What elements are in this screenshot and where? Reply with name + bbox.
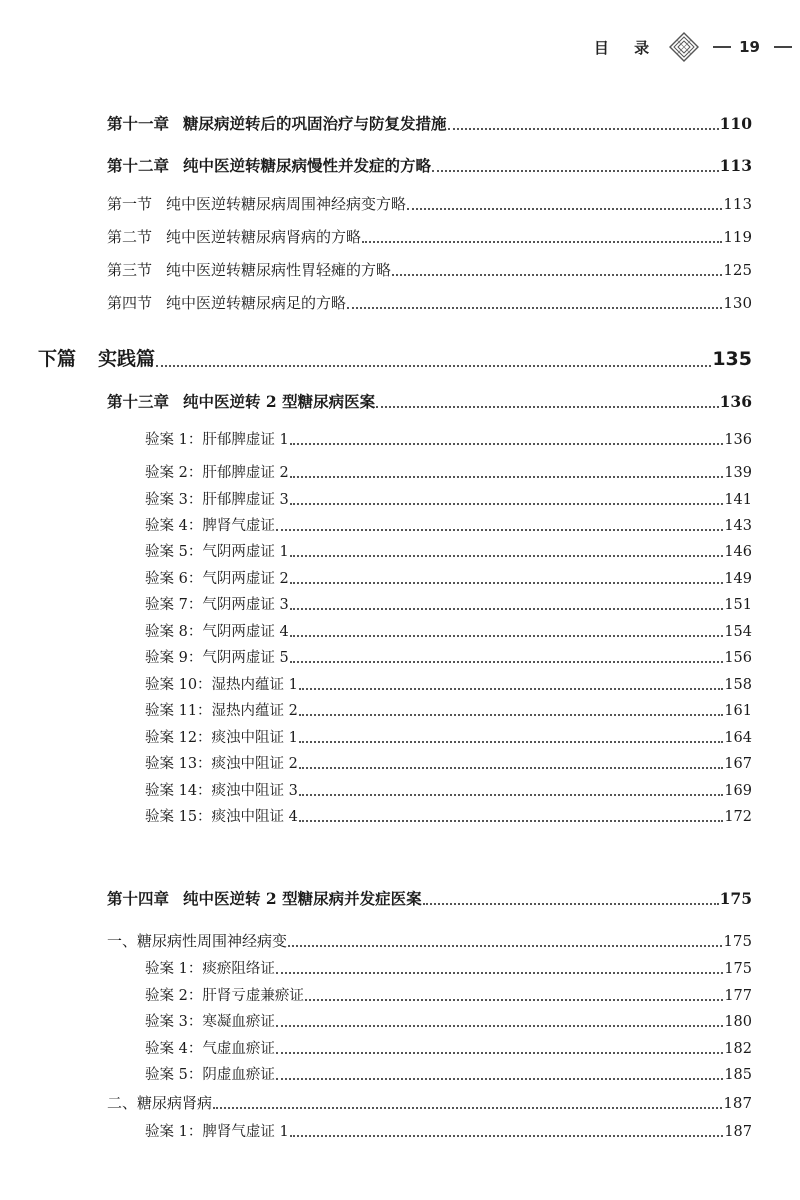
toc-entry-number: 第十三章 <box>107 392 170 411</box>
toc-entry-page: 135 <box>712 348 752 370</box>
dot-leader <box>299 699 723 720</box>
toc-entry-title: 验案 3：肝郁脾虚证 3 <box>145 492 289 508</box>
toc-entry[interactable] <box>107 193 752 214</box>
dot-leader <box>299 805 723 826</box>
dot-leader <box>299 726 723 747</box>
dot-leader <box>156 344 711 371</box>
dot-leader <box>407 193 722 214</box>
toc-entry-title: 验案 2：肝郁脾虚证 2 <box>145 465 289 481</box>
toc-entry-number: 第二节 <box>107 228 153 246</box>
dot-leader <box>290 1120 724 1141</box>
header-page-number: 19 <box>739 38 760 56</box>
toc-entry-title: 纯中医逆转 2 型糖尿病医案 <box>183 392 376 411</box>
toc-entry-page: 169 <box>724 783 752 799</box>
toc-entry-page: 175 <box>719 889 752 908</box>
toc-entry-title: 验案 4：气虚血瘀证 <box>145 1041 275 1057</box>
toc-entry-title: 验案 2：肝肾亏虚兼瘀证 <box>145 988 304 1004</box>
toc-entry-title: 验案 5：阴虚血瘀证 <box>145 1067 275 1083</box>
dot-leader <box>290 488 724 509</box>
toc-entry[interactable] <box>107 1092 752 1113</box>
toc-entry[interactable] <box>145 699 752 720</box>
toc-entry[interactable] <box>107 930 752 951</box>
header-dash-right <box>774 46 792 48</box>
toc-entry-page: 187 <box>724 1124 752 1140</box>
toc-entry-title: 验案 10：湿热内蕴证 1 <box>145 677 298 693</box>
toc-entry[interactable] <box>38 344 752 371</box>
toc-entry[interactable] <box>145 428 752 449</box>
toc-entry-title: 验案 8：气阴两虚证 4 <box>145 624 289 640</box>
toc-entry-title: 糖尿病逆转后的巩固治疗与防复发措施 <box>183 114 447 133</box>
toc-entry-page: 136 <box>719 392 752 411</box>
toc-entry-title: 验案 11：湿热内蕴证 2 <box>145 703 298 719</box>
toc-entry-title: 验案 12：痰浊中阻证 1 <box>145 730 298 746</box>
dot-leader <box>290 567 724 588</box>
dot-leader <box>290 540 724 561</box>
toc-entry-page: 141 <box>724 492 752 508</box>
toc-entry[interactable] <box>145 593 752 614</box>
dot-leader <box>423 887 719 909</box>
dot-leader <box>347 292 722 313</box>
toc-entry-title: 纯中医逆转糖尿病周围神经病变方略 <box>166 195 407 213</box>
toc-entry-title: 纯中医逆转 2 型糖尿病并发症医案 <box>183 889 422 908</box>
dot-leader <box>288 930 722 951</box>
toc-entry[interactable] <box>145 514 752 535</box>
toc-entry[interactable] <box>107 887 752 909</box>
toc-entry[interactable] <box>145 567 752 588</box>
toc-entry[interactable] <box>107 112 752 134</box>
toc-entry-page: 119 <box>723 228 752 246</box>
toc-entry-number: 第十一章 <box>107 114 170 133</box>
toc-entry-title: 验案 14：痰浊中阻证 3 <box>145 783 298 799</box>
toc-entry-number: 第四节 <box>107 294 153 312</box>
toc-entry[interactable] <box>145 1037 752 1058</box>
toc-entry-title: 验案 4：脾肾气虚证 <box>145 518 275 534</box>
toc-entry-page: 164 <box>724 730 752 746</box>
toc-entry-title: 验案 13：痰浊中阻证 2 <box>145 756 298 772</box>
toc-entry[interactable] <box>145 805 752 826</box>
toc-entry-page: 175 <box>723 932 752 950</box>
header-label: 目 录 <box>593 38 660 57</box>
toc-entry-page: 146 <box>724 544 752 560</box>
toc-entry-page: 158 <box>724 677 752 693</box>
toc-entry-page: 143 <box>724 518 752 534</box>
dot-leader <box>432 154 719 176</box>
toc-entry-page: 167 <box>724 756 752 772</box>
toc-entry-title: 验案 9：气阴两虚证 5 <box>145 650 289 666</box>
toc-entry[interactable] <box>145 984 752 1005</box>
dot-leader <box>392 259 722 280</box>
toc-entry-title: 二、糖尿病肾病 <box>107 1094 213 1112</box>
toc-entry-page: 136 <box>724 432 752 448</box>
toc-entry[interactable] <box>145 620 752 641</box>
toc-entry[interactable] <box>145 646 752 667</box>
toc-entry-page: 110 <box>719 114 752 133</box>
toc-entry-page: 187 <box>723 1094 752 1112</box>
toc-entry-title: 纯中医逆转糖尿病性胃轻瘫的方略 <box>166 261 392 279</box>
toc-entry-title: 纯中医逆转糖尿病肾病的方略 <box>166 228 362 246</box>
toc-entry-page: 149 <box>724 571 752 587</box>
toc-entry-page: 175 <box>724 961 752 977</box>
toc-entry-page: 161 <box>724 703 752 719</box>
toc-entry-title: 纯中医逆转糖尿病慢性并发症的方略 <box>183 156 432 175</box>
dot-leader <box>290 593 724 614</box>
diamond-ornament-icon <box>669 32 699 62</box>
toc-entry-title: 验案 6：气阴两虚证 2 <box>145 571 289 587</box>
toc-entry-page: 113 <box>723 195 752 213</box>
dot-leader <box>376 390 719 412</box>
dot-leader <box>362 226 722 247</box>
dot-leader <box>276 1063 723 1084</box>
toc-entry[interactable] <box>145 752 752 773</box>
toc-entry-title: 一、糖尿病性周围神经病变 <box>107 932 288 950</box>
dot-leader <box>299 752 723 773</box>
dot-leader <box>299 779 723 800</box>
toc-entry[interactable] <box>145 726 752 747</box>
toc-entry[interactable] <box>107 154 752 176</box>
dot-leader <box>276 514 723 535</box>
toc-entry[interactable] <box>107 292 752 313</box>
toc-entry-title: 验案 1：肝郁脾虚证 1 <box>145 432 289 448</box>
dot-leader <box>213 1092 722 1113</box>
dot-leader <box>448 112 719 134</box>
toc-entry-page: 172 <box>724 809 752 825</box>
dot-leader <box>290 461 724 482</box>
toc-entry-title: 验案 15：痰浊中阻证 4 <box>145 809 298 825</box>
dot-leader <box>290 428 724 449</box>
toc-entry-title: 纯中医逆转糖尿病足的方略 <box>166 294 347 312</box>
toc-entry-page: 182 <box>724 1041 752 1057</box>
toc-entry-page: 151 <box>724 597 752 613</box>
toc-entry-page: 113 <box>719 156 752 175</box>
toc-entry[interactable] <box>107 390 752 412</box>
toc-entry[interactable] <box>145 673 752 694</box>
toc-entry[interactable] <box>145 1120 752 1141</box>
toc-entry[interactable] <box>145 957 752 978</box>
toc-entry-page: 154 <box>724 624 752 640</box>
toc-entry[interactable] <box>107 259 752 280</box>
toc-entry-number: 第三节 <box>107 261 153 279</box>
toc-entry-title: 验案 7：气阴两虚证 3 <box>145 597 289 613</box>
toc-entry-title: 验案 1：痰瘀阻络证 <box>145 961 275 977</box>
toc-entry[interactable] <box>145 779 752 800</box>
toc-entry-number: 第十二章 <box>107 156 170 175</box>
header-dash-left <box>713 46 731 48</box>
toc-entry[interactable] <box>145 540 752 561</box>
toc-entry-page: 177 <box>724 988 752 1004</box>
dot-leader <box>276 1037 723 1058</box>
toc-entry[interactable] <box>145 1063 752 1084</box>
toc-entry-page: 130 <box>723 294 752 312</box>
toc-entry-number: 第一节 <box>107 195 153 213</box>
toc-entry-page: 180 <box>724 1014 752 1030</box>
dot-leader <box>290 620 724 641</box>
toc-entry-number: 第十四章 <box>107 889 170 908</box>
dot-leader <box>290 646 724 667</box>
toc-entry-title: 实践篇 <box>98 348 156 370</box>
running-header <box>540 32 800 62</box>
toc-entry[interactable] <box>145 1010 752 1031</box>
toc-entry[interactable] <box>107 226 752 247</box>
dot-leader <box>299 673 723 694</box>
toc-entry[interactable] <box>145 488 752 509</box>
toc-entry-page: 156 <box>724 650 752 666</box>
toc-entry-title: 验案 5：气阴两虚证 1 <box>145 544 289 560</box>
toc-entry-page: 139 <box>724 465 752 481</box>
toc-entry-number: 下篇 <box>38 348 77 370</box>
dot-leader <box>276 957 723 978</box>
toc-entry-title: 验案 1：脾肾气虚证 1 <box>145 1124 289 1140</box>
toc-entry[interactable] <box>145 461 752 482</box>
toc-entry-title: 验案 3：寒凝血瘀证 <box>145 1014 275 1030</box>
dot-leader <box>305 984 723 1005</box>
toc-entry-page: 185 <box>724 1067 752 1083</box>
toc-entry-page: 125 <box>723 261 752 279</box>
dot-leader <box>276 1010 723 1031</box>
